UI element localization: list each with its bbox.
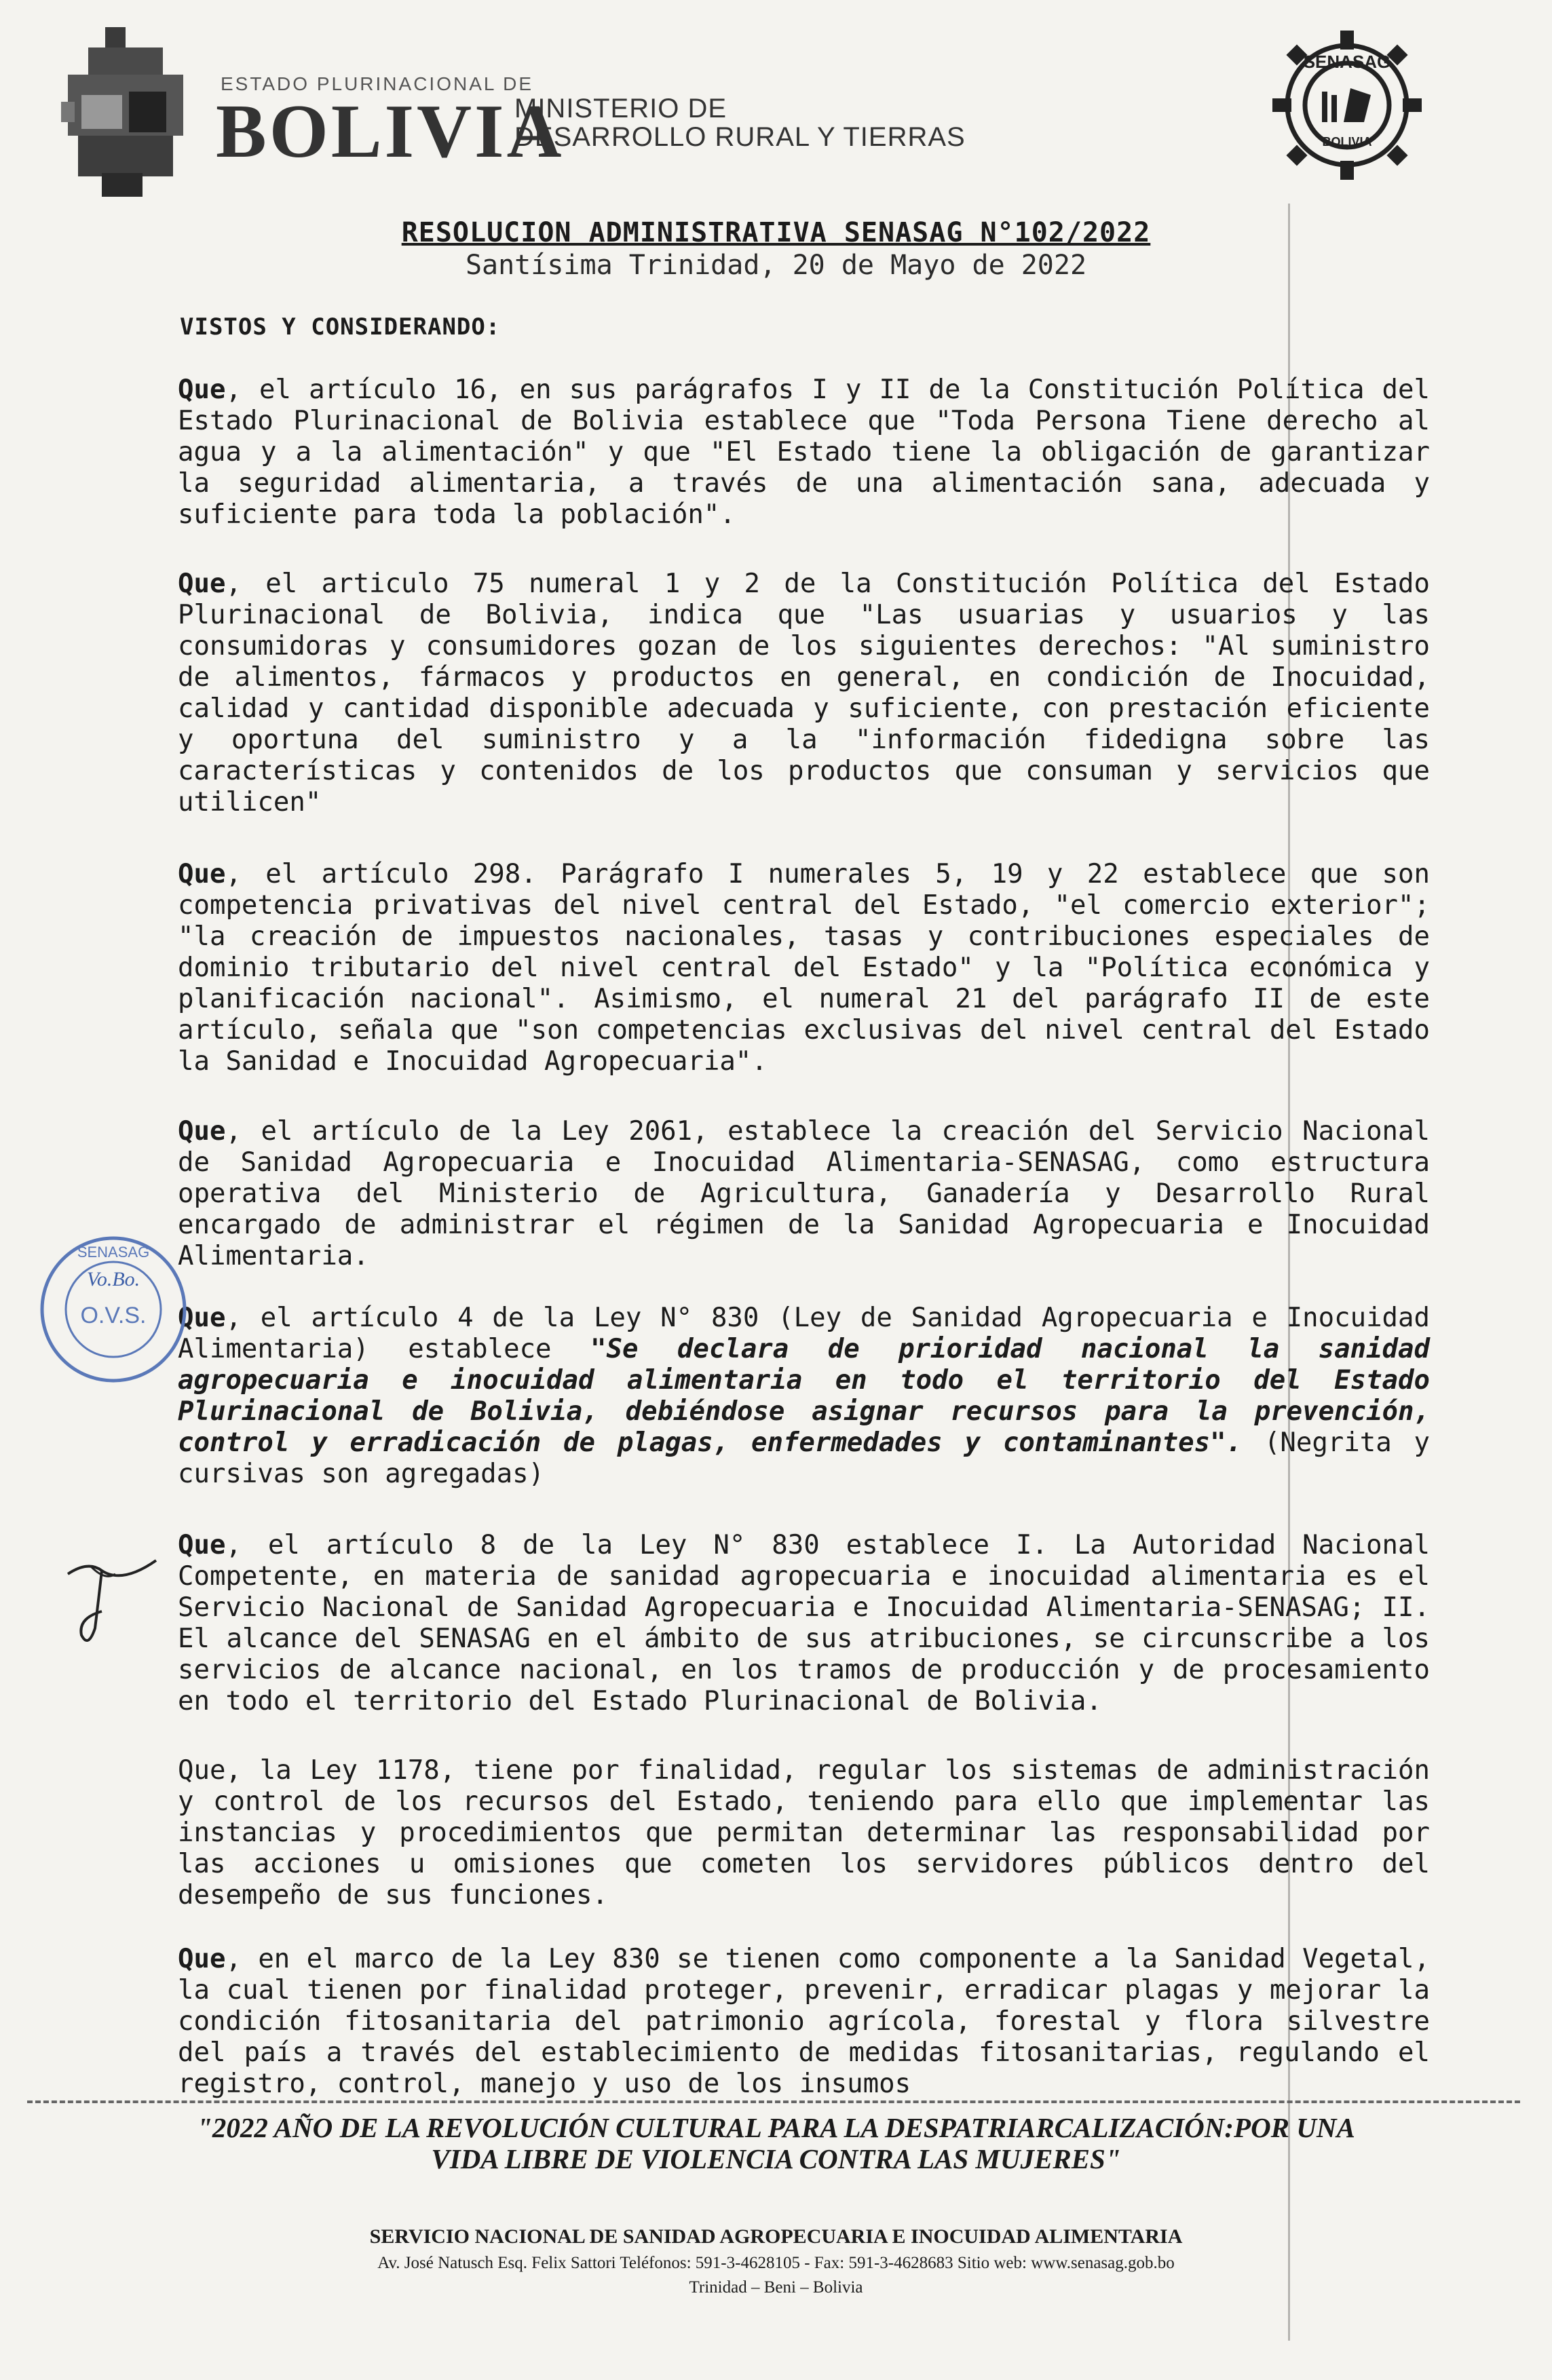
paragraph-text: , el artículo 298. Parágrafo I numerales 5, 19 y 22 establece que son competencia privativas del nivel central del Estado, "el comercio exterior"; "la creación de impuestos nacionales, tasas y contribuciones especiales de dominio tributario del nivel central del Estado" y la "Política económica y planificación nacional". Asimismo, el numeral 21 del parágrafo II de este artículo, señala que "son competencias exclusivas del nivel central del Estado la Sanidad e Inocuidad Agropecuaria". <box>178 859 1430 1077</box>
section-heading: VISTOS Y CONSIDERANDO: <box>180 313 501 341</box>
paragraph-text: , el artículo 4 de la Ley N° 830 (Ley de Sanidad Agropecuaria e Inocuidad Alimentaria) establece <box>178 1303 1430 1364</box>
paragraph-lead: Que <box>178 1530 226 1560</box>
paragraph-6 <box>178 1530 1430 1717</box>
paragraph-text: , el artículo de la Ley 2061, establece la creación del Servicio Nacional de Sanidad Agropecuaria e Inocuidad Alimentaria-SENASAG, como estructura operativa del Ministerio de Agricultura, Ganadería y Desarrollo Rural encargado de administrar el régimen de la Sanidad Agropecuaria e Inocuidad Alimentaria. <box>178 1116 1430 1271</box>
paragraph-lead: Que <box>178 569 226 599</box>
paragraph-text: Que, la Ley 1178, tiene por finalidad, regular los sistemas de administración y control de los recursos del Estado, teniendo para ello que implementar las instancias y procedimientos que permitan determinar las responsabilidad por las acciones u omisiones que cometen los servidores públicos dentro del desempeño de sus funciones. <box>178 1755 1430 1911</box>
stamp-check-text: Vo.Bo. <box>86 1268 140 1290</box>
ministry-line-2: DESARROLLO RURAL Y TIERRAS <box>514 122 966 152</box>
paragraph-3 <box>178 859 1430 1077</box>
country-name: BOLIVIA <box>216 90 565 174</box>
paragraph-lead: Que <box>178 375 226 405</box>
paragraph-emphasis: "Se declara de prioridad nacional la sanidad agropecuaria e inocuidad alimentaria en todo el territorio del Estado Plurinacional de Bolivia, debiéndose asignar recursos para la prevención, control y erradicación de plagas, enfermedades y contaminantes". <box>178 1334 1430 1458</box>
stamp-top-text: SENASAG <box>77 1244 150 1261</box>
paragraph-4 <box>178 1116 1430 1272</box>
logo-bottom-text: BOLIVIA <box>1322 135 1372 149</box>
resolution-date: Santísima Trinidad, 20 de Mayo de 2022 <box>465 250 1087 281</box>
paragraph-lead: Que <box>178 1303 226 1333</box>
paragraph-lead: Que <box>178 1116 226 1147</box>
resolution-title: RESOLUCION ADMINISTRATIVA SENASAG N°102/2022 <box>401 217 1151 248</box>
paragraph-5 <box>178 1303 1430 1490</box>
footer-organization: SERVICIO NACIONAL DE SANIDAD AGROPECUARIA E INOCUIDAD ALIMENTARIA <box>369 2225 1183 2248</box>
paragraph-text: , el artículo 8 de la Ley N° 830 establece I. La Autoridad Nacional Competente, en materia de sanidad agropecuaria e inocuidad alimentaria es el Servicio Nacional de Sanidad Agropecuaria e Inocuidad Alimentaria-SENASAG; II. El alcance del SENASAG en el ámbito de sus atribuciones, se circunscribe a los servicios de alcance nacional, en los tramos de producción y de procesamiento en todo el territorio del Estado Plurinacional de Bolivia. <box>178 1530 1430 1716</box>
footer-divider <box>27 2100 1520 2106</box>
state-label: ESTADO PLURINACIONAL DE <box>221 73 534 94</box>
paragraph-text: , el articulo 75 numeral 1 y 2 de la Constitución Política del Estado Plurinacional de Bolivia, indica que "Las usuarias y usuarios y las consumidoras y consumidores gozan de los siguientes derechos: "Al suministro de alimentos, fármacos y productos en general, en condición de Inocuidad, calidad y cantidad disponible adecuada y suficiente, con prestación eficiente y oportuna del suministro y a la "información fidedigna sobre las características y contenidos de los productos que consuman y servicios que utilicen" <box>178 569 1430 818</box>
paragraph-7 <box>178 1755 1430 1911</box>
paragraph-8 <box>178 1944 1430 2100</box>
ministry-line-1: MINISTERIO DE <box>514 94 727 123</box>
paragraph-text: , en el marco de la Ley 830 se tienen como componente a la Sanidad Vegetal, la cual tienen por finalidad proteger, prevenir, erradicar plagas y mejorar la condición fitosanitaria del patrimonio agrícola, forestal y flora silvestre del país a través del establecimiento de medidas fitosanitarias, regulando el registro, control, manejo y uso de los insumos <box>178 1944 1430 2099</box>
paragraph-2 <box>178 569 1430 818</box>
slogan-line-2: VIDA LIBRE DE VIOLENCIA CONTRA LAS MUJERES" <box>431 2143 1121 2174</box>
footer-address: Av. José Natusch Esq. Felix Sattori Teléfonos: 591-3-4628105 - Fax: 591-3-4628683 Sitio web: www.senasag.gob.bo <box>377 2254 1175 2272</box>
slogan-line-1: "2022 AÑO DE LA REVOLUCIÓN CULTURAL PARA LA DESPATRIARCALIZACIÓN:POR UNA <box>197 2112 1355 2143</box>
approval-stamp <box>35 1231 191 1387</box>
paragraph-lead: Que <box>178 859 226 889</box>
paragraph-1 <box>178 375 1430 531</box>
paragraph-text: , el artículo 16, en sus parágrafos I y II de la Constitución Política del Estado Plurinacional de Bolivia establece que "Toda Persona Tiene derecho al agua y a la alimentación" y que "El Estado tiene la obligación de garantizar la seguridad alimentaria, a través de una alimentación sana, adecuada y suficiente para toda la población". <box>178 375 1430 530</box>
footer-city: Trinidad – Beni – Bolivia <box>689 2278 863 2297</box>
logo-top-text: SENASAG <box>1303 52 1391 72</box>
handwritten-initials <box>41 1554 176 1655</box>
paragraph-lead: Que <box>178 1944 226 1974</box>
paragraph-note: (Negrita y cursivas son agregadas) <box>178 1427 1431 1489</box>
bolivia-coat-of-arms-icon <box>61 27 190 197</box>
stamp-center-text: O.V.S. <box>80 1303 147 1328</box>
senasag-logo-icon <box>1269 27 1425 183</box>
